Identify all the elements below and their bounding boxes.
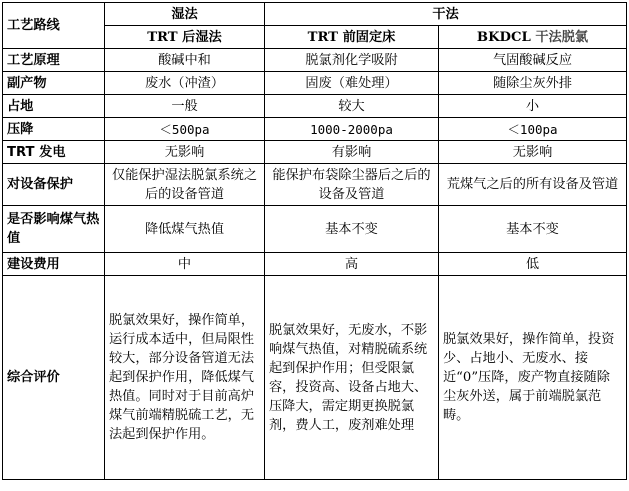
bkdcl-cell: 小 [439,95,627,118]
bkdcl-cell: 气固酸碱反应 [439,49,627,72]
fixed-cell: 能保护布袋除尘器后之后的设备及管道 [265,164,439,206]
table-row [3,164,627,206]
table-row [3,276,627,480]
fixed-cell: 固废（难处理） [265,72,439,95]
wet-cell: 废水（冲渣） [105,72,265,95]
table-row [3,72,627,95]
trt-fixed-header: TRT 前固定床 [265,26,439,49]
row-label: 占地 [3,95,105,118]
wet-cell: 中 [105,253,265,276]
wet-method-header: 湿法 [105,3,265,26]
wet-cell: 降低煤气热值 [105,206,265,253]
bkdcl-suffix: 干法脱氯 [535,29,589,45]
wet-cell: ＜500pa [105,118,265,141]
row-label: 工艺原理 [3,49,105,72]
row-label: 压降 [3,118,105,141]
trt-wet-header: TRT 后湿法 [105,26,265,49]
fixed-cell: 脱氯剂化学吸附 [265,49,439,72]
fixed-cell: 较大 [265,95,439,118]
row-label: 综合评价 [3,276,105,480]
row-label: TRT 发电 [3,141,105,164]
row-label: 是否影响煤气热值 [3,206,105,253]
header-row-1 [3,3,627,26]
bkdcl-cell: 脱氯效果好，操作简单，投资少、占地小、无废水、接近“0”压降，废产物直接随除尘灰外送，属于前端脱氯范畴。 [439,276,627,480]
table-row [3,253,627,276]
bkdcl-prefix: BKDCL [476,29,536,45]
bkdcl-cell: ＜100pa [439,118,627,141]
wet-cell: 仅能保护湿法脱氯系统之后的设备管道 [105,164,265,206]
table-row [3,49,627,72]
wet-cell: 酸碱中和 [105,49,265,72]
fixed-cell: 基本不变 [265,206,439,253]
bkdcl-header [439,26,627,49]
row-label: 副产物 [3,72,105,95]
row-label: 对设备保护 [3,164,105,206]
wet-cell: 一般 [105,95,265,118]
table-row [3,206,627,253]
wet-cell: 脱氯效果好，操作简单，运行成本适中，但局限性较大，部分设备管道无法起到保护作用，降低煤气热值。同时对于目前高炉煤气前端精脱硫工艺，无法起到保护作用。 [105,276,265,480]
fixed-cell: 脱氯效果好，无废水，不影响煤气热值，对精脱硫系统起到保护作用；但受限氯容，投资高、设备占地大、压降大，需定期更换脱氯剂，费人工，废剂难处理 [265,276,439,480]
dry-method-header: 干法 [265,3,627,26]
route-header: 工艺路线 [3,3,105,49]
wet-cell: 无影响 [105,141,265,164]
process-comparison-table [2,2,627,480]
bkdcl-cell: 随除尘灰外排 [439,72,627,95]
bkdcl-cell: 低 [439,253,627,276]
bkdcl-cell: 基本不变 [439,206,627,253]
row-label: 建设费用 [3,253,105,276]
fixed-cell: 1000-2000pa [265,118,439,141]
table-row [3,118,627,141]
fixed-cell: 高 [265,253,439,276]
bkdcl-cell: 荒煤气之后的所有设备及管道 [439,164,627,206]
bkdcl-cell: 无影响 [439,141,627,164]
table-row [3,95,627,118]
table-row [3,141,627,164]
fixed-cell: 有影响 [265,141,439,164]
